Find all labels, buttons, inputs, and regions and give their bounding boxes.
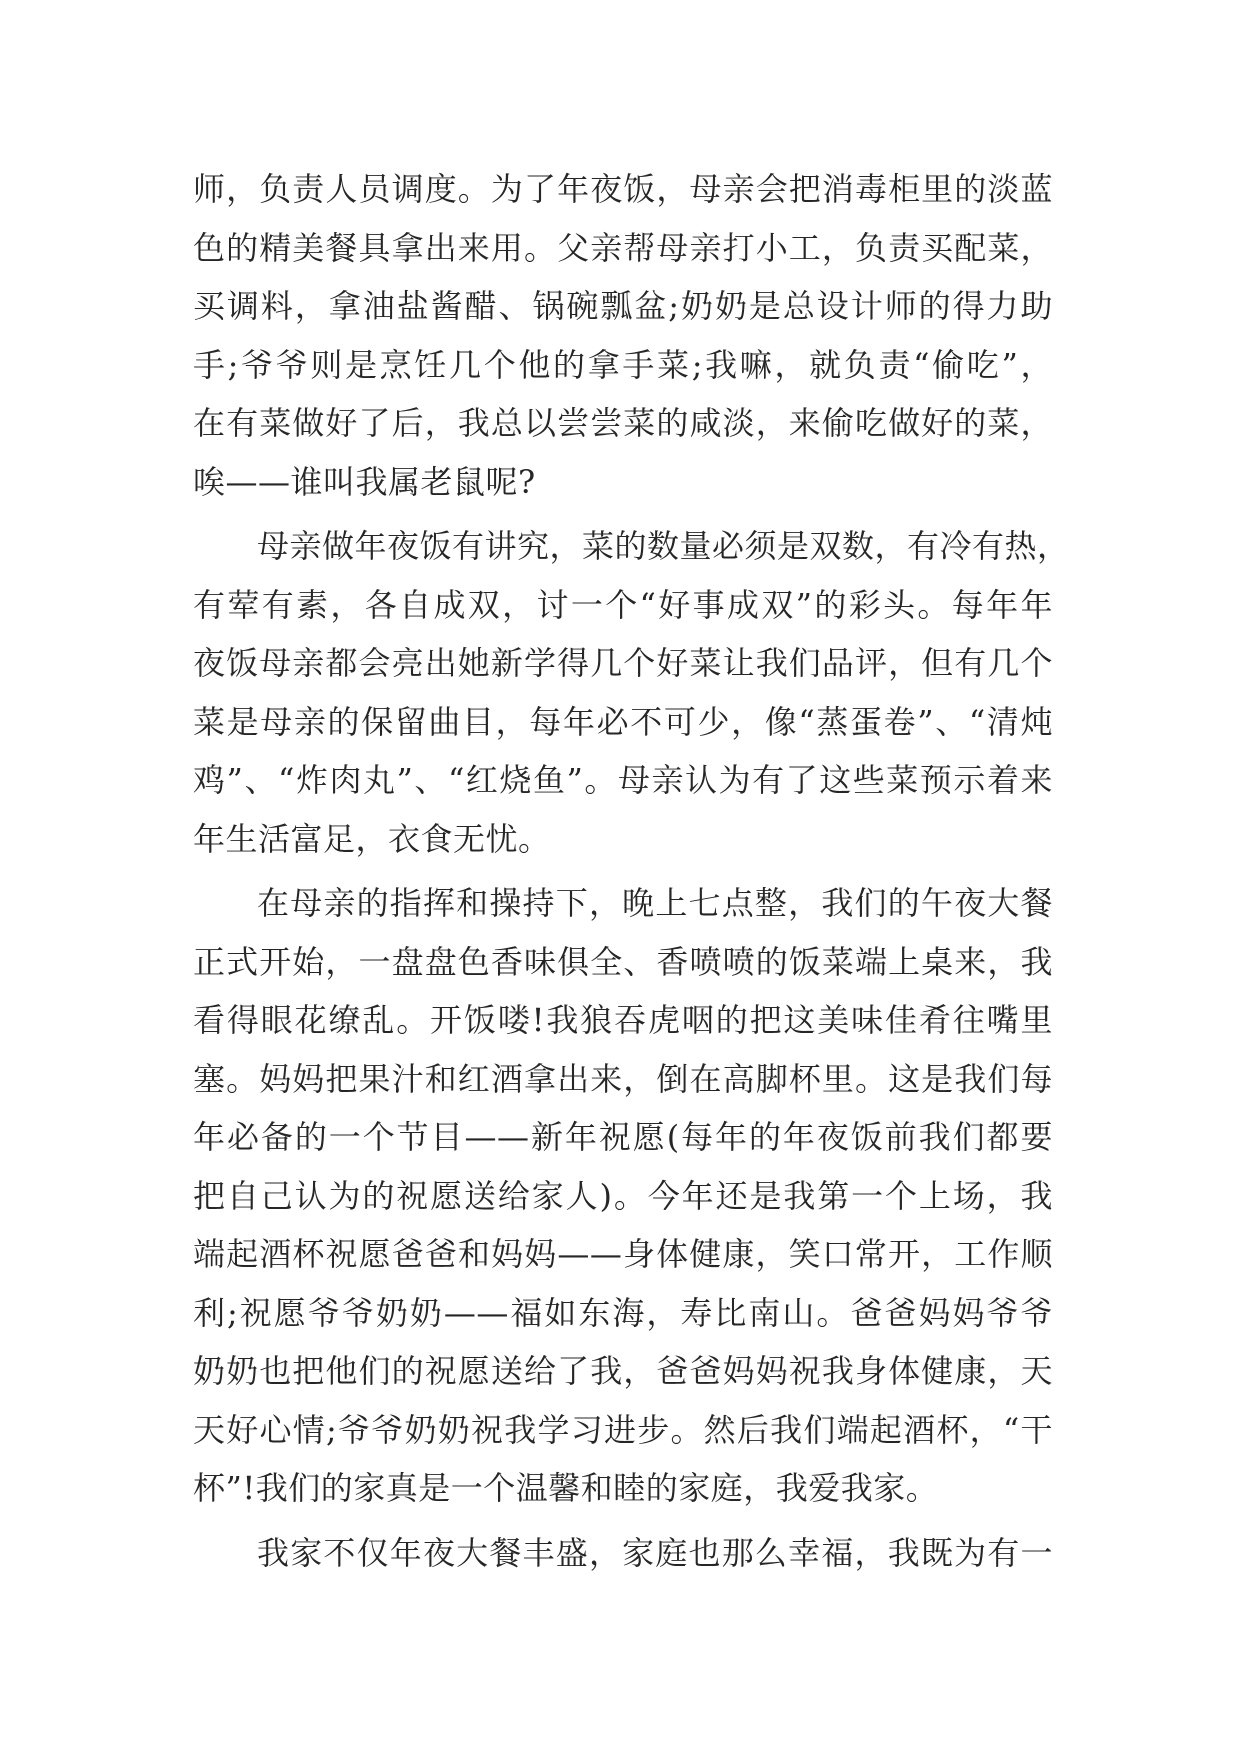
essay-body: [193, 160, 1070, 1582]
text-line: 看得眼花缭乱。开饭喽!我狼吞虎咽的把这美味佳肴往嘴里: [193, 1001, 1053, 1039]
text-line: 天好心情;爷爷奶奶祝我学习进步。然后我们端起酒杯，“干: [193, 1410, 1053, 1449]
text-line: 把自己认为的祝愿送给家人)。今年还是我第一个上场，我: [193, 1176, 1053, 1215]
paragraph-3: [193, 874, 1053, 1518]
text-line: 色的精美餐具拿出来用。父亲帮母亲打小工，负责买配菜，: [193, 228, 1053, 267]
paragraph-4: [193, 1524, 1053, 1583]
text-line: 端起酒杯祝愿爸爸和妈妈——身体健康，笑口常开，工作顺: [193, 1235, 1053, 1273]
text-line: 唉——谁叫我属老鼠呢?: [193, 462, 536, 501]
text-line: 夜饭母亲都会亮出她新学得几个好菜让我们品评，但有几个: [193, 644, 1053, 682]
text-line: 塞。妈妈把果汁和红酒拿出来，倒在高脚杯里。这是我们每: [193, 1059, 1053, 1098]
text-line: 在母亲的指挥和操持下，晚上七点整，我们的午夜大餐: [257, 884, 1053, 922]
paragraph-2: [193, 517, 1070, 868]
text-line: 手;爷爷则是烹饪几个他的拿手菜;我嘛，就负责“偷吃”，: [193, 345, 1053, 384]
text-line: 有荤有素，各自成双，讨一个“好事成双”的彩头。每年年: [193, 585, 1053, 624]
text-line: 奶奶也把他们的祝愿送给了我，爸爸妈妈祝我身体健康，天: [193, 1352, 1053, 1390]
text-line: 母亲做年夜饭有讲究，菜的数量必须是双数，有冷有热，: [257, 527, 1070, 565]
text-line: 年生活富足，衣食无忧。: [193, 819, 551, 858]
text-line: 鸡”、“炸肉丸”、“红烧鱼”。母亲认为有了这些菜预示着来: [193, 761, 1053, 799]
text-line: 师，负责人员调度。为了年夜饭，母亲会把消毒柜里的淡蓝: [193, 170, 1053, 208]
text-line: 杯”!我们的家真是一个温馨和睦的家庭，我爱我家。: [193, 1469, 939, 1507]
text-line: 在有菜做好了后，我总以尝尝菜的咸淡，来偷吃做好的菜，: [193, 404, 1053, 442]
text-line: 利;祝愿爷爷奶奶——福如东海，寿比南山。爸爸妈妈爷爷: [193, 1293, 1053, 1332]
text-line: 菜是母亲的保留曲目，每年必不可少，像“蒸蛋卷”、“清炖: [193, 702, 1053, 741]
text-line: 买调料，拿油盐酱醋、锅碗瓢盆;奶奶是总设计师的得力助: [193, 287, 1053, 325]
paragraph-1: [193, 160, 1053, 511]
text-line: 年必备的一个节目——新年祝愿(每年的年夜饭前我们都要: [193, 1118, 1053, 1156]
text-line: 我家不仅年夜大餐丰盛，家庭也那么幸福，我既为有一: [257, 1533, 1053, 1572]
text-line: 正式开始，一盘盘色香味俱全、香喷喷的饭菜端上桌来，我: [193, 942, 1053, 981]
